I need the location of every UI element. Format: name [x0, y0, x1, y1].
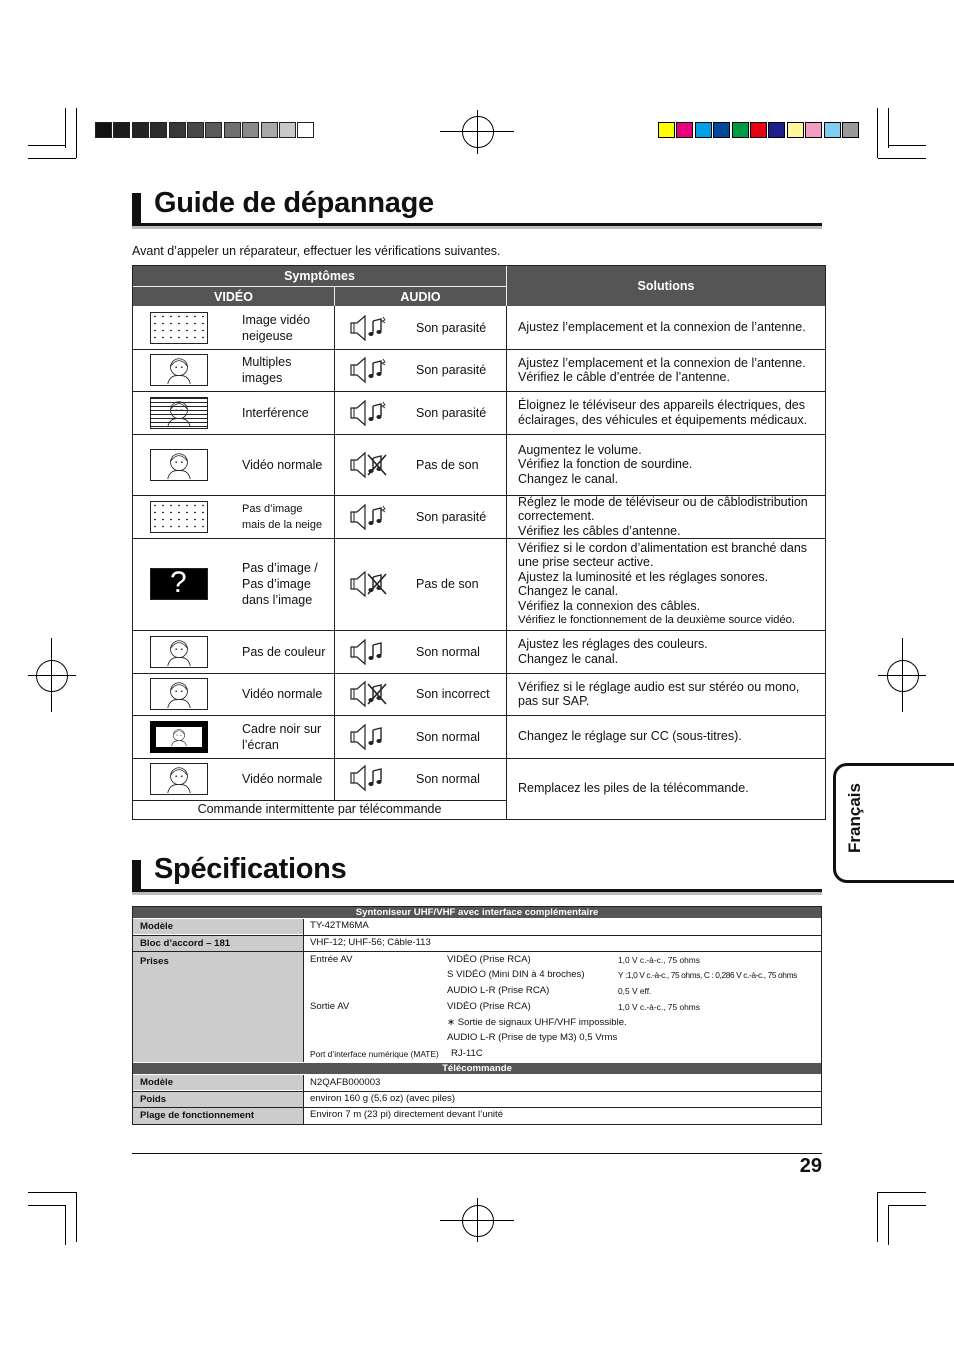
color-swatch — [95, 122, 112, 138]
audio-symptom-label: Son normal — [416, 772, 480, 786]
symptom-picture — [150, 568, 208, 600]
header-divider — [133, 286, 506, 287]
language-tab-label: Français — [845, 783, 864, 853]
solution-text — [518, 398, 824, 427]
video-symptom-label — [242, 721, 321, 753]
title-rule-shadow — [132, 892, 822, 895]
symptom-picture — [150, 636, 208, 668]
video-symptom-label — [242, 354, 291, 386]
column-divider-video-audio — [334, 306, 335, 801]
solution-line: Remplacez les piles de la télécommande. — [518, 780, 749, 795]
model-label: Modèle — [133, 919, 303, 934]
symptom-picture — [150, 354, 208, 386]
solution-line: Réglez le mode de téléviseur ou de câblodistribution — [518, 494, 808, 509]
solution-line: Vérifiez la fonction de sourdine. — [518, 457, 693, 472]
solution-line: Changez le canal. — [518, 471, 619, 486]
color-swatch — [658, 122, 675, 138]
audio-symptom-label: Son incorrect — [416, 687, 490, 701]
symptom-picture — [150, 312, 208, 344]
solution-line: Ajustez l’emplacement et la connexion de l’antenne. — [518, 355, 806, 370]
color-swatch — [169, 122, 186, 138]
solution-line: Vérifiez le câble d’entrée de l’antenne. — [518, 370, 730, 384]
speaker-normal-icon — [348, 763, 392, 793]
video-symptom-line: dans l’image — [242, 593, 313, 607]
av-out-label: Sortie AV — [310, 1001, 350, 1012]
av-out-audio: AUDIO L-R (Prise de type M3) 0,5 Vrms — [447, 1032, 618, 1043]
video-symptom-line: l’écran — [242, 737, 279, 752]
symptoms-header: Symptômes — [133, 266, 506, 286]
av-out-video-value: 1,0 V c.-à-c., 75 ohms — [618, 1002, 700, 1012]
video-symptom-line: Pas d’image — [242, 502, 303, 515]
video-symptom-line: neigeuse — [242, 328, 293, 343]
solution-text — [518, 356, 824, 385]
color-swatch — [713, 122, 730, 138]
av-out-video-name: VIDÉO (Prise RCA) — [447, 1001, 531, 1012]
color-swatch — [224, 122, 241, 138]
solutions-header: Solutions — [507, 266, 825, 306]
solution-line: éclairages, des véhicules et équipements médicaux. — [518, 412, 808, 427]
speaker-mute-icon — [348, 569, 392, 599]
model-value: TY-42TM6MA — [310, 920, 369, 931]
remote-symptom-label: Commande intermittente par télécommande — [197, 802, 442, 816]
weight-value: environ 160 g (5,6 oz) (avec piles) — [310, 1093, 456, 1104]
color-swatch — [113, 122, 130, 138]
speaker-noise-icon — [348, 398, 392, 428]
audio-symptom-label: Son parasité — [416, 405, 487, 420]
footer-rule — [132, 1153, 822, 1154]
color-swatch — [279, 122, 296, 138]
solution-line: Vérifiez si le cordon d’alimentation est branché dans — [518, 540, 808, 555]
row-divider — [133, 758, 825, 759]
color-swatch — [132, 122, 149, 138]
symptom-picture — [150, 501, 208, 533]
audio-symptom-label: Son normal — [416, 729, 480, 744]
remote-model-label: Modèle — [133, 1075, 303, 1090]
solution-line: Vérifiez si le réglage audio est sur stéréo ou mono, — [518, 679, 800, 694]
remote-model-value: N2QAFB000003 — [310, 1077, 381, 1088]
color-swatch — [242, 122, 259, 138]
block-value: VHF-12; UHF-56; Câble-113 — [310, 937, 431, 948]
solution-line: Éloignez le téléviseur des appareils électriques, des — [518, 398, 805, 412]
specifications-table — [132, 906, 822, 1125]
symptom-picture — [150, 763, 208, 795]
section-marker — [132, 860, 141, 892]
solution-text — [518, 680, 824, 709]
video-symptom-label — [242, 501, 322, 533]
solution-line: Ajustez l’emplacement et la connexion de l’antenne. — [518, 320, 806, 335]
color-swatch — [187, 122, 204, 138]
tuner-header: Syntoniseur UHF/VHF avec interface complémentaire — [133, 907, 821, 918]
speaker-mute-icon — [348, 679, 392, 709]
solution-line: Augmentez le volume. — [518, 442, 642, 457]
color-swatch — [787, 122, 804, 138]
video-symptom-label — [242, 312, 310, 344]
color-swatch — [150, 122, 167, 138]
troubleshooting-table — [132, 265, 826, 820]
video-symptom-label — [242, 686, 322, 702]
question-mark-symbol: ? — [170, 566, 187, 599]
audio-symptom-label: Son normal — [416, 644, 480, 659]
speaker-normal-icon — [348, 637, 392, 667]
troubleshooting-title: Guide de dépannage — [154, 187, 434, 219]
color-swatch — [205, 122, 222, 138]
label-column-divider — [303, 919, 304, 1062]
video-symptom-label — [242, 644, 325, 660]
speaker-noise-icon — [348, 502, 392, 532]
row-divider — [133, 434, 825, 435]
solution-line: Ajustez la luminosité et les réglages sonores. — [518, 569, 769, 584]
row-divider — [133, 391, 825, 392]
specs-title: Spécifications — [154, 853, 347, 885]
video-symptom-line: Pas d’image / — [242, 561, 318, 575]
remote-header: Télécommande — [133, 1063, 821, 1074]
symptom-picture — [150, 721, 208, 753]
color-swatch — [842, 122, 859, 138]
video-symptom-line: Pas d’image — [242, 577, 311, 591]
color-swatch — [695, 122, 712, 138]
audio-symptom-label: Pas de son — [416, 577, 479, 591]
video-symptom-label — [242, 405, 309, 421]
range-label: Plage de fonctionnement — [133, 1108, 303, 1124]
section-marker — [132, 193, 141, 225]
symptom-picture — [150, 449, 208, 481]
video-symptom-line: Cadre noir sur — [242, 721, 322, 736]
color-swatch — [297, 122, 314, 138]
solution-line: Vérifiez le fonctionnement de la deuxième source vidéo. — [518, 614, 795, 626]
speaker-mute-icon — [348, 450, 392, 480]
solution-line: Changez le canal. — [518, 584, 619, 598]
speaker-noise-icon — [348, 313, 392, 343]
audio-symptom-label: Pas de son — [416, 457, 479, 472]
video-symptom-line: mais de la neige — [242, 518, 323, 531]
solution-line: Vérifiez les câbles d’antenne. — [518, 523, 681, 538]
audio-symptom-label: Son parasité — [416, 320, 487, 335]
solution-text — [518, 443, 824, 487]
header-divider-v2 — [506, 266, 507, 306]
solution-line: correctement. — [518, 509, 595, 524]
color-swatch — [768, 122, 785, 138]
footer-divider — [133, 800, 506, 801]
solution-line: Changez le canal. — [518, 651, 619, 666]
av-in-label: Entrée AV — [310, 954, 353, 965]
row-divider — [133, 349, 825, 350]
video-symptom-line: Vidéo normale — [242, 687, 323, 701]
audio-header: AUDIO — [335, 287, 506, 306]
video-header: VIDÉO — [133, 287, 334, 306]
range-value: Environ 7 m (23 pi) directement devant l’unité — [310, 1109, 504, 1120]
mate-label: Port d’interface numérique (MATE) — [310, 1049, 439, 1059]
solution-text — [518, 637, 824, 666]
video-symptom-line: Vidéo normale — [242, 457, 323, 472]
av-in-svideo-value: Y :1,0 V c.-à-c., 75 ohms, C : 0,286 V c.-à-c., 75 ohms — [618, 970, 797, 980]
solution-text — [518, 729, 824, 744]
av-in-audio-value: 0,5 V eff. — [618, 986, 652, 996]
video-symptom-line: Multiples — [242, 355, 292, 369]
color-swatch — [750, 122, 767, 138]
solution-line: Vérifiez la connexion des câbles. — [518, 598, 701, 613]
color-swatch — [805, 122, 822, 138]
title-rule-shadow — [132, 226, 822, 229]
page-number: 29 — [799, 1155, 822, 1177]
header-divider-v — [334, 287, 335, 306]
solution-line: pas sur SAP. — [518, 694, 590, 708]
video-symptom-line: images — [242, 371, 283, 385]
av-in-svideo-name: S VIDÉO (Mini DIN à 4 broches) — [447, 969, 585, 980]
av-out-note: ∗ Sortie de signaux UHF/VHF impossible. — [447, 1017, 627, 1028]
solution-line: Changez le réglage sur CC (sous-titres). — [518, 729, 742, 744]
label-column-divider — [303, 1075, 304, 1125]
color-swatch — [824, 122, 841, 138]
av-in-audio-name: AUDIO L-R (Prise RCA) — [447, 985, 550, 996]
intro-text: Avant d’appeler un réparateur, effectuer les vérifications suivantes. — [132, 244, 501, 258]
row-divider — [133, 630, 825, 631]
av-in-video-value: 1,0 V c.-à-c., 75 ohms — [618, 955, 700, 965]
solution-text — [518, 320, 824, 335]
video-symptom-line: Pas de couleur — [242, 644, 326, 659]
row-divider — [133, 538, 825, 539]
video-symptom-line: Vidéo normale — [242, 772, 323, 786]
jacks-label: Prises — [133, 952, 303, 1062]
solution-text — [518, 495, 824, 539]
solution-text — [518, 781, 824, 796]
video-symptom-line: Interférence — [242, 405, 309, 420]
color-swatch — [676, 122, 693, 138]
weight-label: Poids — [133, 1092, 303, 1107]
column-divider-symptoms-solutions — [506, 306, 507, 819]
symptom-picture — [150, 678, 208, 710]
video-symptom-label — [242, 560, 318, 608]
audio-symptom-label: Son parasité — [416, 363, 487, 377]
speaker-normal-icon — [348, 722, 392, 752]
row-divider — [133, 715, 825, 716]
video-symptom-label — [242, 457, 322, 473]
symptom-picture — [150, 397, 208, 429]
color-swatch — [261, 122, 278, 138]
av-in-video-name: VIDÉO (Prise RCA) — [447, 954, 531, 965]
video-symptom-line: Image vidéo — [242, 312, 311, 327]
mate-value: RJ-11C — [451, 1048, 483, 1059]
block-label: Bloc d’accord – 181 — [133, 936, 303, 951]
solution-line: Ajustez les réglages des couleurs. — [518, 637, 708, 651]
video-symptom-label — [242, 771, 322, 787]
color-swatch — [732, 122, 749, 138]
audio-symptom-label: Son parasité — [416, 509, 487, 524]
solution-text — [518, 541, 824, 628]
speaker-noise-icon — [348, 355, 392, 385]
solution-line: une prise secteur active. — [518, 555, 654, 569]
row-divider — [133, 673, 825, 674]
